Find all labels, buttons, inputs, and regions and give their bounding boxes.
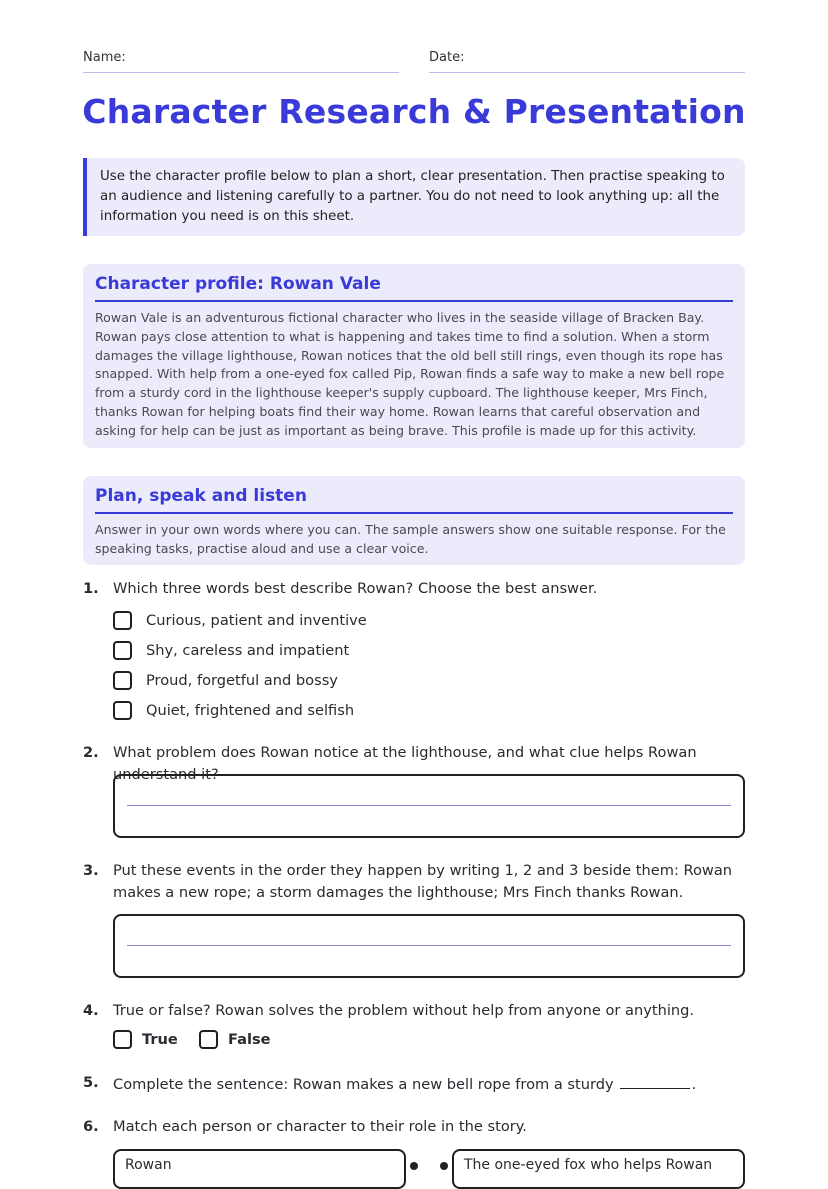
question-text: Put these events in the order they happen by writing 1, 2 and 3 beside them: Rowan makes a new rope; a storm damages the lighthouse; Mrs Finch thanks Rowan. <box>113 862 733 901</box>
question-text: Match each person or character to their role in the story. <box>113 1118 527 1135</box>
plan-card <box>83 476 745 565</box>
question-number: 6. <box>83 1118 99 1135</box>
sentence-end: . <box>691 1076 697 1093</box>
header-fields <box>83 50 745 74</box>
date-field[interactable] <box>429 50 745 73</box>
q2-answer-box[interactable] <box>113 774 745 838</box>
date-label: Date: <box>429 50 465 65</box>
checkbox[interactable] <box>113 671 132 690</box>
question-5 <box>83 1072 745 1096</box>
option-label: False <box>228 1031 271 1048</box>
name-field[interactable] <box>83 50 399 73</box>
question-6 <box>83 1116 745 1140</box>
plan-body: Answer in your own words where you can. The sample answers show one suitable response. For the speaking tasks, practise aloud and use a clear voice. <box>95 522 726 556</box>
profile-heading: Character profile: Rowan Vale <box>95 273 733 302</box>
question-text: Complete the sentence: Rowan makes a new bell rope from a sturdy <box>113 1076 614 1093</box>
checkbox[interactable] <box>113 701 132 720</box>
question-text: True or false? Rowan solves the problem without help from anyone or anything. <box>113 1002 695 1019</box>
match-dot-left[interactable] <box>410 1162 418 1170</box>
checkbox[interactable] <box>199 1030 218 1049</box>
question-number: 1. <box>83 580 99 597</box>
question-1 <box>83 578 745 602</box>
option-label: Curious, patient and inventive <box>146 612 367 629</box>
match-left-item[interactable]: Rowan <box>113 1149 406 1189</box>
q3-answer-box[interactable] <box>113 914 745 978</box>
option-label: True <box>142 1031 178 1048</box>
name-label: Name: <box>83 50 126 65</box>
question-text: Which three words best describe Rowan? Choose the best answer. <box>113 580 598 597</box>
character-profile-card <box>83 264 745 448</box>
question-text-wrap <box>113 1072 745 1096</box>
option-label: Quiet, frightened and selfish <box>146 702 355 719</box>
question-number: 2. <box>83 744 99 761</box>
writing-line <box>127 945 731 946</box>
match-right-item[interactable]: The one-eyed fox who helps Rowan <box>452 1149 745 1189</box>
match-dot-right[interactable] <box>440 1162 448 1170</box>
question-number: 5. <box>83 1074 99 1091</box>
option-label: Shy, careless and impatient <box>146 642 350 659</box>
question-3 <box>83 860 745 906</box>
question-4 <box>83 1000 745 1024</box>
question-text: What problem does Rowan notice at the lighthouse, and what clue helps Rowan understand it? <box>113 744 697 783</box>
option-label: Proud, forgetful and bossy <box>146 672 338 689</box>
fill-in-blank[interactable] <box>620 1072 690 1089</box>
checkbox[interactable] <box>113 641 132 660</box>
question-number: 4. <box>83 1002 99 1019</box>
question-2 <box>83 742 745 783</box>
profile-body: Rowan Vale is an adventurous fictional character who lives in the seaside village of Bracken Bay. Rowan pays close attention to what is happening and takes time to find a solution. When a storm damages the village lighthouse, Rowan notices that the old bell still rings, even though its rope has snapped. With help from a one-eyed fox called Pip, Rowan finds a safe way to make a new bell rope from a sturdy cord in the lighthouse keeper's supply cupboard. The lighthouse keeper, Mrs Finch, thanks Rowan for helping boats find their way home. Rowan learns that careful observation and asking for help can be just as important as being brave. This profile is made up for this activity. <box>95 310 725 438</box>
page-title: Character Research & Presentation <box>82 92 746 131</box>
plan-heading: Plan, speak and listen <box>95 485 733 514</box>
writing-line <box>127 805 731 806</box>
intro-callout: Use the character profile below to plan a short, clear presentation. Then practise speaking to an audience and listening carefully to a partner. You do not need to look anything up: all the information you need is on this sheet. <box>83 158 745 236</box>
question-number: 3. <box>83 862 99 879</box>
checkbox[interactable] <box>113 1030 132 1049</box>
checkbox[interactable] <box>113 611 132 630</box>
